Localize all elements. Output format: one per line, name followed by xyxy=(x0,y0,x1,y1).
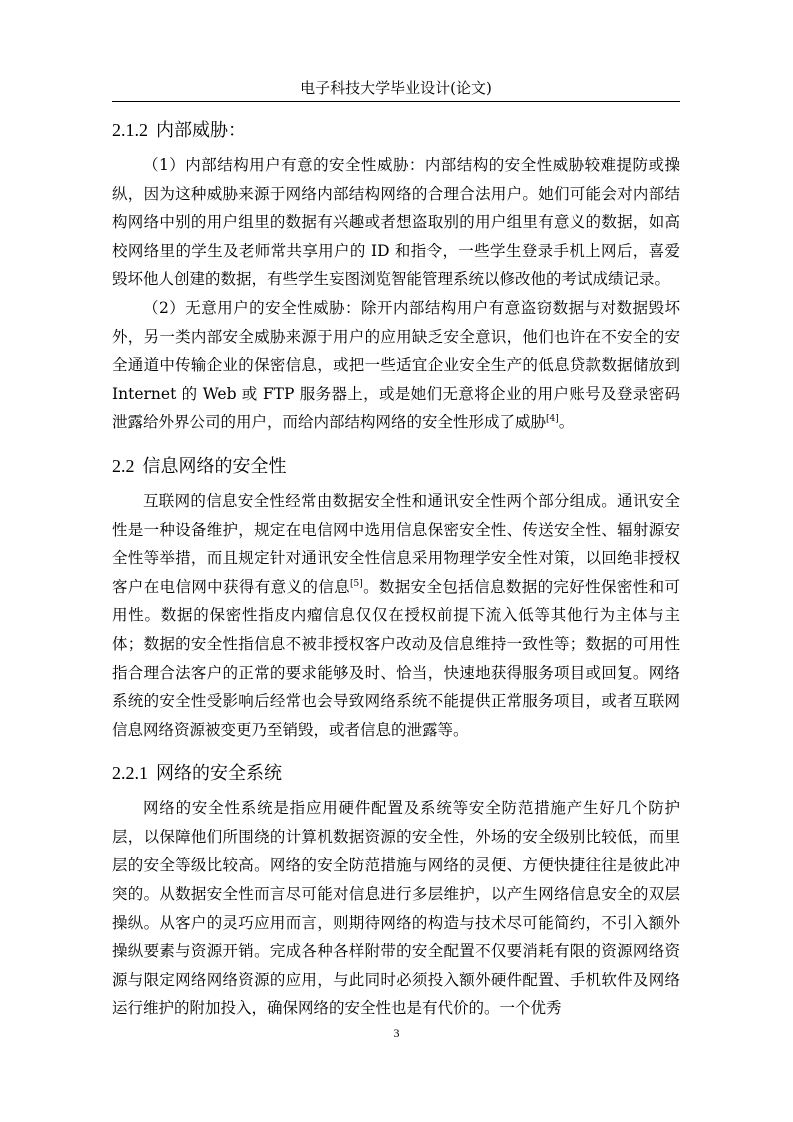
header-rule xyxy=(112,101,680,102)
section-number: 2.2 xyxy=(112,455,135,476)
page-content xyxy=(112,115,680,1023)
section-title: 信息网络的安全性 xyxy=(142,455,287,477)
section-number: 2.1.2 xyxy=(112,120,148,140)
paragraph-intentional-threat: （1）内部结构用户有意的安全性威胁：内部结构的安全性威胁较难提防或操纵，因为这种威胁来源于网络内部结构网络的合理合法用户。她们可能会对内部结构网络中别的用户组里的数据有兴趣或者想盗取别的用户组里有意义的数据，如高校网络里的学生及老师常共享用户的 ID 和指令，一些学生登录手机上网后，喜爱毁坏他人创建的数据，有些学生妄图浏览智能管理系统以修改他的考试成绩记录。 xyxy=(112,156,680,289)
section-title: 网络的安全系统 xyxy=(156,763,282,785)
paragraph-security-system: 网络的安全性系统是指应用硬件配置及系统等安全防范措施产生好几个防护层，以保障他们所围绕的计算机数据资源的安全性，外场的安全级别比较低，而里层的安全等级比较高。网络的安全防范措施与网络的灵便、方便快捷往往是彼此冲突的。从数据安全性而言尽可能对信息进行多层维护，以产生网络信息安全的双层操纵。从客户的灵巧应用而言，则期待网络的构造与技术尽可能简约，不引入额外操纵要素与资源开销。完成各种各样附带的安全配置不仅要消耗有限的资源网络资源与限定网络网络资源的应用，与此同时必须投入额外硬件配置、手机软件及网络运行维护的附加投入，确保网络的安全性也是有代价的。一个优秀 xyxy=(112,799,680,1018)
page-number: 3 xyxy=(393,1026,400,1040)
paragraph-info-security xyxy=(112,487,680,744)
paragraph-text-b: 。数据安全包括信息数据的完好性保密性和可用性。数据的保密性指皮内瘤信息仅仅在授权前提下流入低等其他行为主体与主体；数据的安全性指信息不被非授权客户改动及信息维持一致性等；数据的可用性指合理合法客户的正常的要求能够及时、恰当，快速地获得服务项目或回复。网络系统的安全性受影响后经常也会导致网络系统不能提供正常服务项目，或者互联网信息网络资源被变更乃至销毁，或者信息的泄露等。 xyxy=(112,577,680,739)
paragraph-unintentional-threat xyxy=(112,294,680,437)
section-number: 2.2.1 xyxy=(112,763,148,784)
section-title: 内部威胁： xyxy=(156,120,246,141)
citation: [4] xyxy=(546,414,559,425)
section-heading-2-1-2 xyxy=(112,115,680,145)
paragraph-text: （2）无意用户的安全性威胁：除开内部结构用户有意盗窃数据与对数据毁坏外，另一类内部安全威胁来源于用户的应用缺乏安全意识，他们也许在不安全的安全通道中传输企业的保密信息，或把一些适宜企业安全生产的低息贷款数据储放到 Internet 的 Web 或 FTP 服务器上，或是她们无意将企业的用户账号及登录密码泄露给外界公司的用户，而给内部结构网络的安全性形成了威胁 xyxy=(112,298,680,432)
section-heading-2-2-1 xyxy=(112,758,680,788)
running-header: 电子科技大学毕业设计(论文) xyxy=(300,79,492,97)
paragraph-end: 。 xyxy=(558,413,575,432)
section-heading-2-2 xyxy=(112,451,680,481)
paragraph-text-a: 互联网的信息安全性经常由数据安全性和通讯安全性两个部分组成。通讯安全性是一种设备维护，规定在电信网中选用信息保密安全性、传送安全性、辐射源安全性等举措，而且规定针对通讯安全性信息采用物理学安全性对策，以回绝非授权客户在电信网中获得有意义的信息 xyxy=(112,491,680,596)
citation: [5] xyxy=(349,578,363,589)
